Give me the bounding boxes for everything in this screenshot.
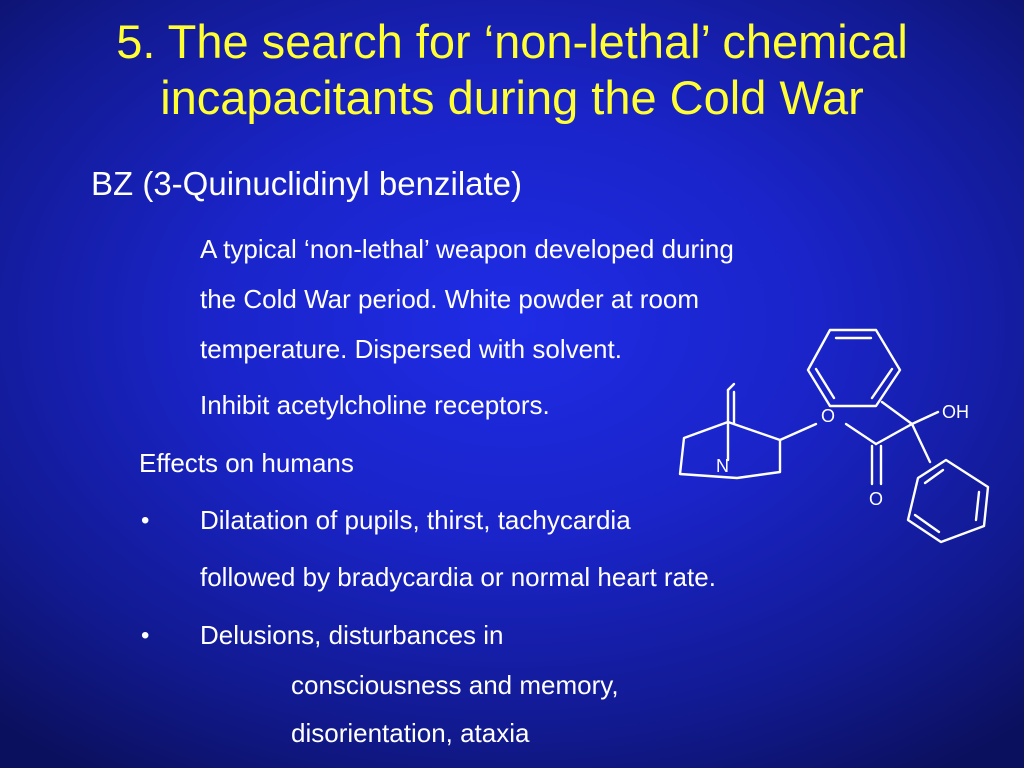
slide-title-line-2: incapacitants during the Cold War bbox=[160, 71, 864, 124]
bond-central-to-oh bbox=[912, 412, 938, 424]
description-line-3: temperature. Dispersed with solvent. bbox=[200, 334, 622, 364]
upper-phenyl-ring bbox=[808, 330, 900, 406]
bullet-marker-1: • bbox=[141, 507, 150, 534]
upper-ring-double-bond-3 bbox=[872, 369, 892, 398]
bond-ester-o-to-ring bbox=[780, 424, 816, 440]
effect-1-line-1: Dilatation of pupils, thirst, tachycardia bbox=[200, 505, 631, 535]
slide-title-line-1: 5. The search for ‘non-lethal’ chemical bbox=[116, 15, 908, 68]
bond-central-to-carbonyl bbox=[876, 424, 912, 444]
slide-title bbox=[0, 14, 1024, 126]
lower-ring-double-bond-3 bbox=[915, 515, 939, 532]
description-line-1: A typical ‘non-lethal’ weapon developed during bbox=[200, 234, 734, 264]
effect-2-line-2: consciousness and memory, bbox=[291, 670, 619, 700]
atom-label-carbonyl-oxygen: O bbox=[869, 489, 884, 509]
atom-label-ester-oxygen: O bbox=[821, 406, 836, 426]
effect-1-line-2: followed by bradycardia or normal heart rate. bbox=[200, 562, 716, 592]
lower-ring-double-bond-2 bbox=[976, 492, 979, 520]
effect-2-line-3: disorientation, ataxia bbox=[291, 718, 530, 748]
effects-heading: Effects on humans bbox=[139, 448, 354, 478]
bz-structure-diagram bbox=[660, 320, 1000, 550]
effect-2-line-1: Delusions, disturbances in bbox=[200, 620, 504, 650]
description-line-4: Inhibit acetylcholine receptors. bbox=[200, 390, 550, 420]
compound-subtitle: BZ (3-Quinuclidinyl benzilate) bbox=[91, 165, 523, 202]
lower-phenyl-ring bbox=[908, 460, 988, 542]
quinuclidine-bridge-top bbox=[728, 384, 734, 390]
bullet-marker-2: • bbox=[141, 622, 150, 649]
upper-ring-double-bond-2 bbox=[816, 369, 834, 398]
quinuclidine-outer-bonds bbox=[680, 422, 780, 478]
bond-central-to-upper-ring bbox=[882, 402, 912, 424]
atom-label-hydroxyl: OH bbox=[942, 402, 969, 422]
bond-central-to-lower-ring bbox=[912, 424, 930, 462]
bond-carbonyl-to-ester-o bbox=[846, 424, 876, 444]
atom-label-nitrogen: N bbox=[716, 456, 729, 476]
description-line-2: the Cold War period. White powder at room bbox=[200, 284, 700, 314]
